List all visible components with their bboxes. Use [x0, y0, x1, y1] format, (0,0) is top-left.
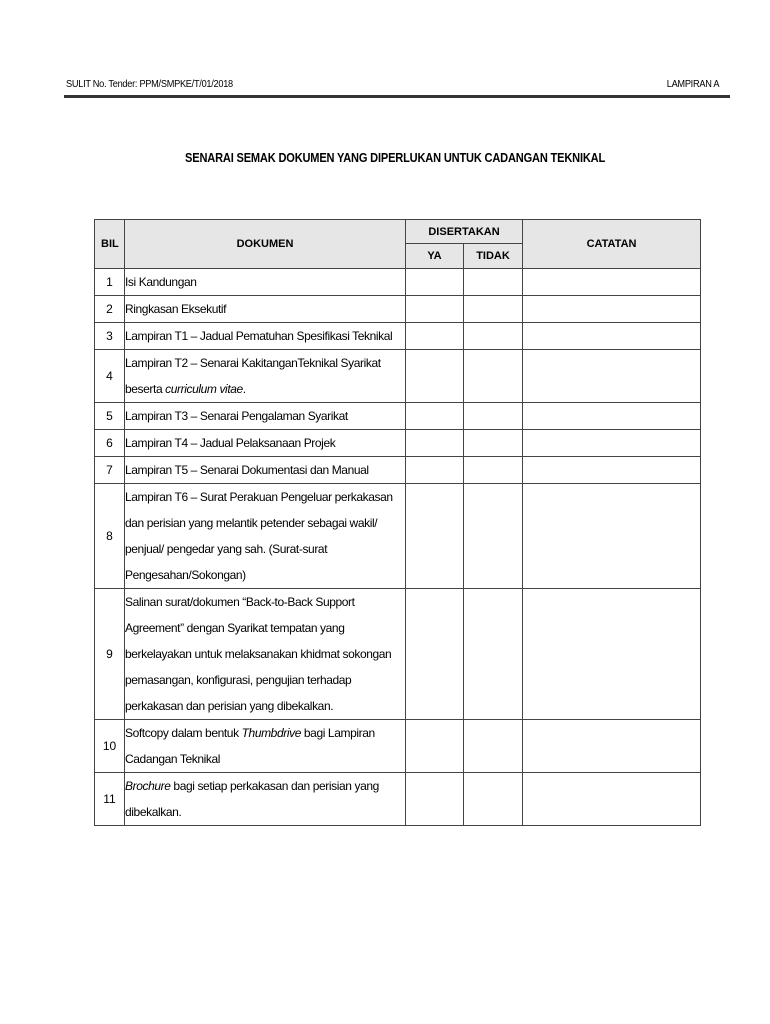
column-header-disertakan: DISERTAKAN: [406, 220, 523, 244]
row-number: 7: [95, 457, 125, 484]
row-number: 1: [95, 269, 125, 296]
catatan-cell[interactable]: [523, 269, 701, 296]
table-row: [95, 720, 701, 773]
tidak-cell[interactable]: [464, 457, 523, 484]
ya-cell[interactable]: [406, 350, 464, 403]
tidak-cell[interactable]: [464, 323, 523, 350]
table-row: [95, 484, 701, 589]
table-row: [95, 296, 701, 323]
tidak-cell[interactable]: [464, 296, 523, 323]
ya-cell[interactable]: [406, 403, 464, 430]
catatan-cell[interactable]: [523, 296, 701, 323]
tidak-cell[interactable]: [464, 269, 523, 296]
table-row: [95, 589, 701, 720]
catatan-cell[interactable]: [523, 430, 701, 457]
row-number: 2: [95, 296, 125, 323]
tidak-cell[interactable]: [464, 720, 523, 773]
ya-cell[interactable]: [406, 296, 464, 323]
tidak-cell[interactable]: [464, 773, 523, 826]
document-title: SENARAI SEMAK DOKUMEN YANG DIPERLUKAN UNTUK CADANGAN TEKNIKAL: [184, 150, 605, 165]
row-number: 4: [95, 350, 125, 403]
catatan-cell[interactable]: [523, 323, 701, 350]
tidak-cell[interactable]: [464, 484, 523, 589]
document-name: Lampiran T3 – Senarai Pengalaman Syarikat: [125, 403, 406, 430]
row-number: 6: [95, 430, 125, 457]
ya-cell[interactable]: [406, 457, 464, 484]
ya-cell[interactable]: [406, 323, 464, 350]
ya-cell[interactable]: [406, 430, 464, 457]
document-name: Isi Kandungan: [125, 269, 406, 296]
document-name: Lampiran T6 – Surat Perakuan Pengeluar perkakasan dan perisian yang melantik petender sebagai wakil/ penjual/ pengedar yang sah. (Surat-surat Pengesahan/Sokongan): [125, 484, 406, 589]
column-header-catatan: CATATAN: [523, 220, 701, 269]
table-row: [95, 403, 701, 430]
catatan-cell[interactable]: [523, 457, 701, 484]
catatan-cell[interactable]: [523, 350, 701, 403]
tidak-cell[interactable]: [464, 350, 523, 403]
ya-cell[interactable]: [406, 269, 464, 296]
document-name: Salinan surat/dokumen “Back-to-Back Support Agreement” dengan Syarikat tempatan yang berkelayakan untuk melaksanakan khidmat sokongan pemasangan, konfigurasi, pengujian terhadap perkakasan dan perisian yang dibekalkan.: [125, 589, 406, 720]
catatan-cell[interactable]: [523, 403, 701, 430]
column-header-bil: BIL: [95, 220, 125, 269]
table-row: [95, 269, 701, 296]
ya-cell[interactable]: [406, 484, 464, 589]
row-number: 9: [95, 589, 125, 720]
row-number: 3: [95, 323, 125, 350]
catatan-cell[interactable]: [523, 773, 701, 826]
document-name: Softcopy dalam bentuk Thumbdrive bagi Lampiran Cadangan Teknikal: [125, 720, 406, 773]
appendix-label: LAMPIRAN A: [666, 79, 720, 90]
table-row: [95, 350, 701, 403]
catatan-cell[interactable]: [523, 484, 701, 589]
document-name: Ringkasan Eksekutif: [125, 296, 406, 323]
column-header-dokumen: DOKUMEN: [125, 220, 406, 269]
table-row: [95, 323, 701, 350]
table-row: [95, 430, 701, 457]
tidak-cell[interactable]: [464, 430, 523, 457]
header-rule: [64, 95, 730, 98]
table-row: [95, 457, 701, 484]
tidak-cell[interactable]: [464, 403, 523, 430]
row-number: 8: [95, 484, 125, 589]
document-name: Lampiran T4 – Jadual Pelaksanaan Projek: [125, 430, 406, 457]
tidak-cell[interactable]: [464, 589, 523, 720]
document-name: Lampiran T2 – Senarai KakitanganTeknikal Syarikat beserta curriculum vitae.: [125, 350, 406, 403]
catatan-cell[interactable]: [523, 720, 701, 773]
row-number: 11: [95, 773, 125, 826]
column-header-tidak: TIDAK: [464, 244, 523, 269]
tender-number: SULIT No. Tender: PPM/SMPKE/T/01/2018: [66, 79, 233, 90]
ya-cell[interactable]: [406, 589, 464, 720]
document-name: Lampiran T5 – Senarai Dokumentasi dan Manual: [125, 457, 406, 484]
row-number: 10: [95, 720, 125, 773]
table-row: [95, 773, 701, 826]
catatan-cell[interactable]: [523, 589, 701, 720]
ya-cell[interactable]: [406, 773, 464, 826]
checklist-table: [94, 219, 701, 826]
page-header: [66, 79, 720, 95]
row-number: 5: [95, 403, 125, 430]
document-name: Brochure bagi setiap perkakasan dan perisian yang dibekalkan.: [125, 773, 406, 826]
ya-cell[interactable]: [406, 720, 464, 773]
document-name: Lampiran T1 – Jadual Pematuhan Spesifikasi Teknikal: [125, 323, 406, 350]
column-header-ya: YA: [406, 244, 464, 269]
